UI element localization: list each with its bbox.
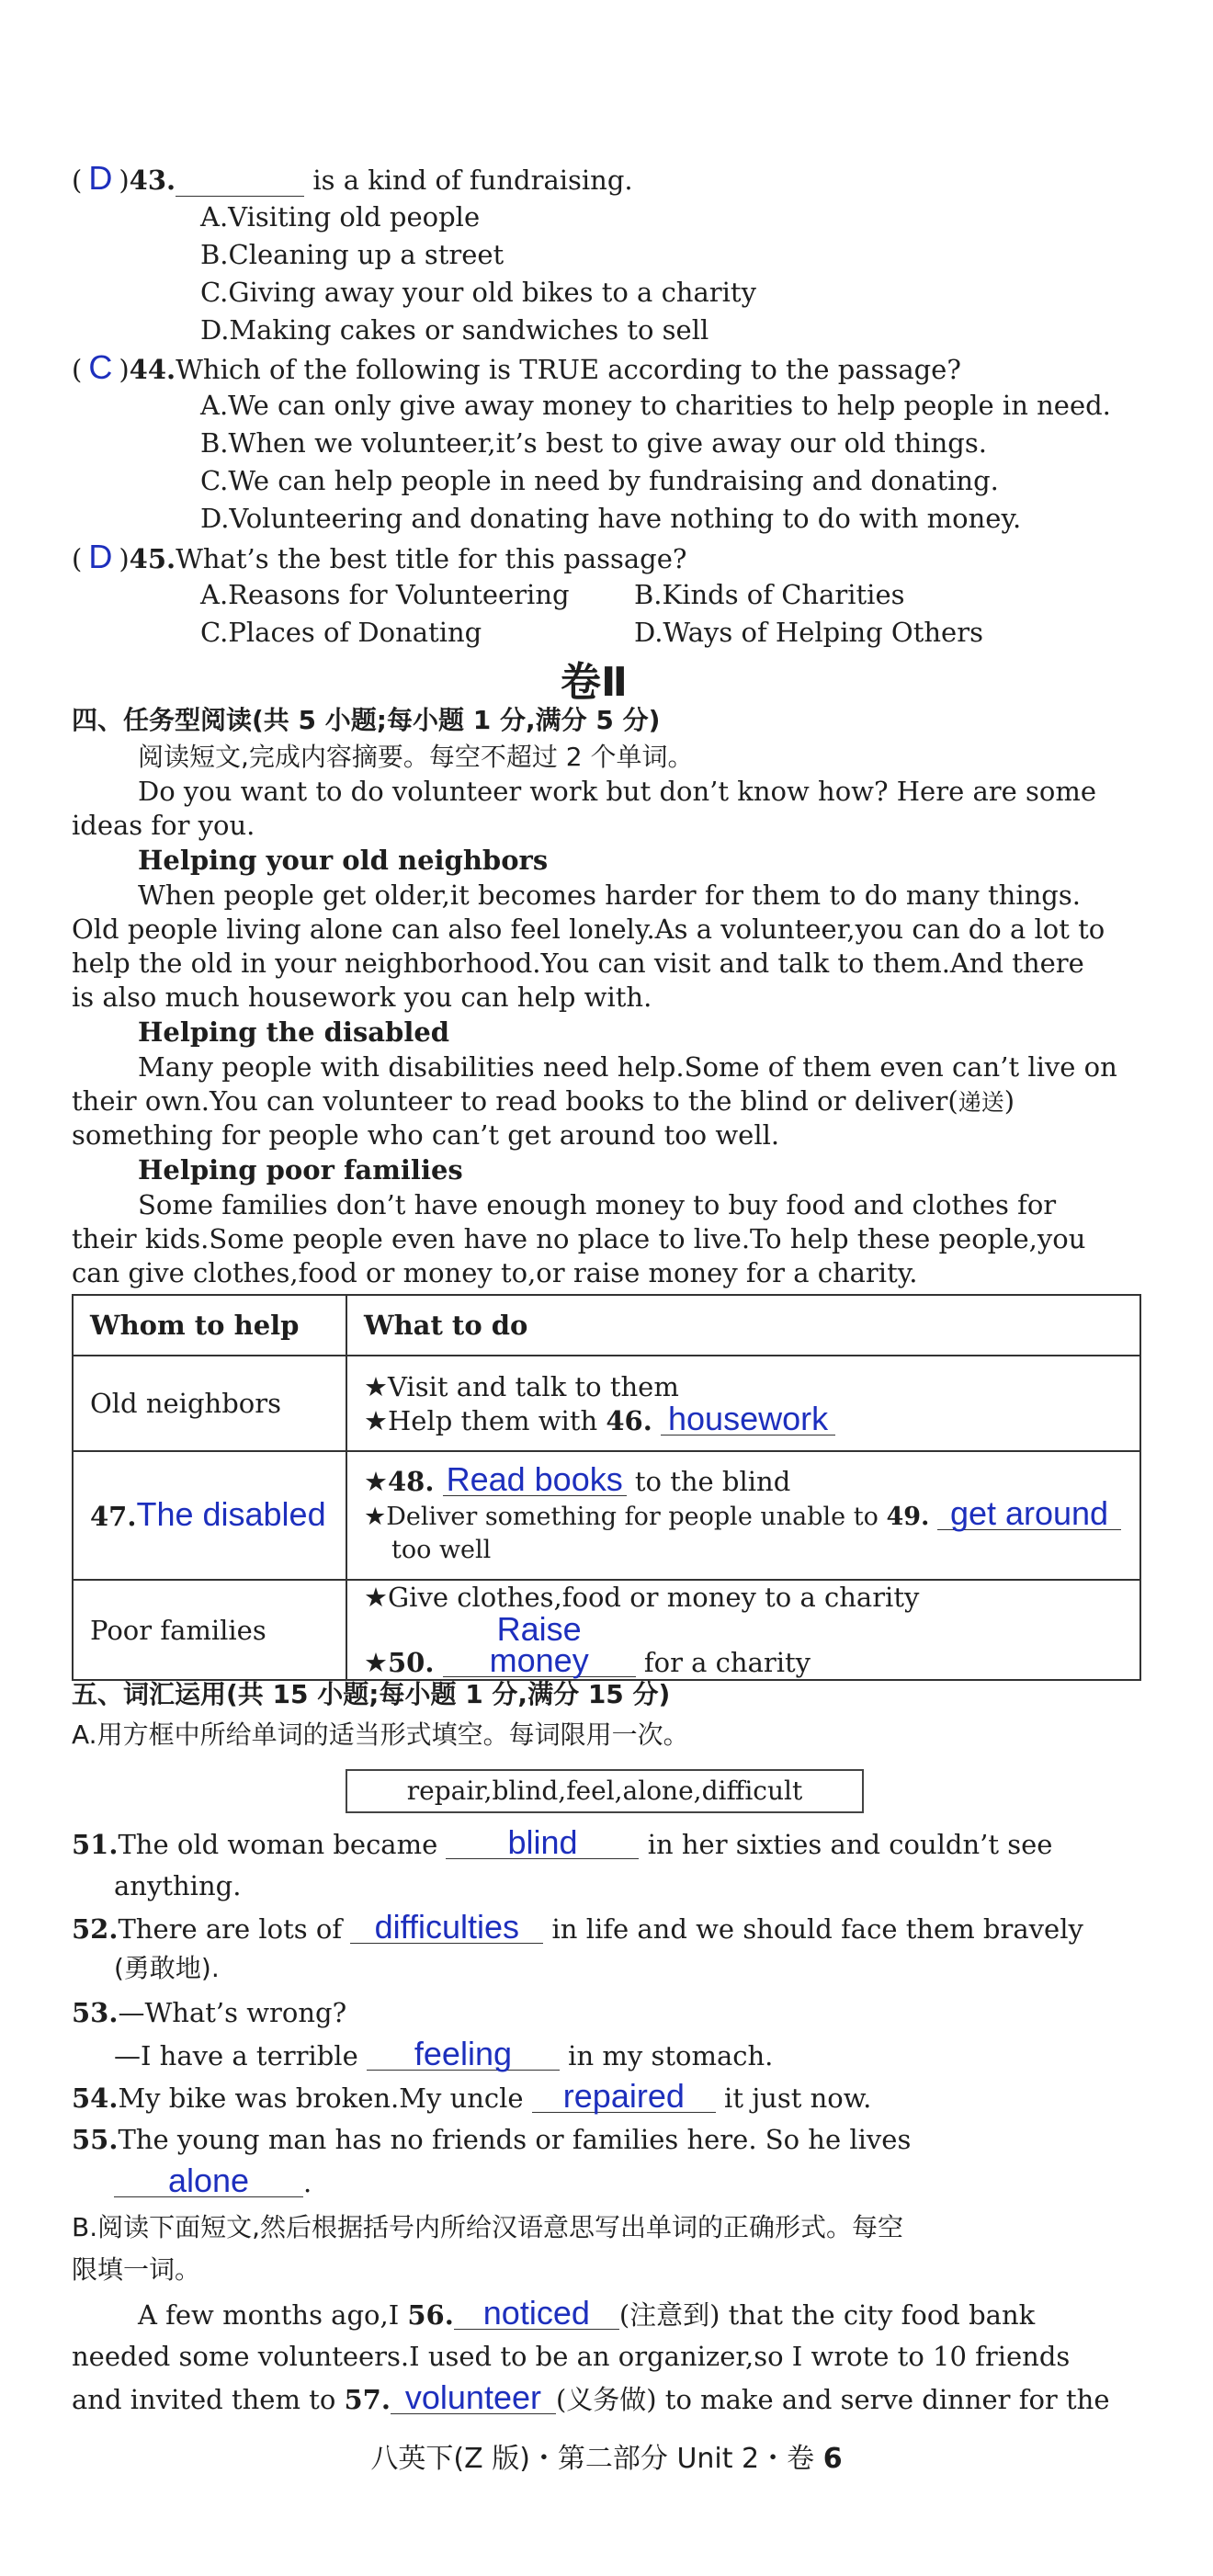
section4-title: 四、任务型阅读(共 5 小题;每小题 1 分,满分 5 分): [72, 705, 661, 735]
row1-right: ★Visit and talk to them ★Help them with 46. housework: [346, 1356, 1140, 1451]
p3-line-1: Some families don’t have enough money to buy food and clothes for: [138, 1189, 1057, 1220]
row2-right: ★48. Read books to the blind ★Deliver something for people unable to 49. get around too well: [346, 1451, 1140, 1580]
subheading-old-neighbors: Helping your old neighbors: [138, 845, 549, 876]
p1-line-3: help the old in your neighborhood.You can visit and talk to them.And there: [72, 948, 1084, 979]
part-b-instruction-1: B.阅读下面短文,然后根据括号内所给汉语意思写出单词的正确形式。每空: [72, 2212, 904, 2242]
option-45a: A.Reasons for Volunteering: [200, 579, 570, 610]
answer-48: Read books: [443, 1464, 627, 1496]
question-44: ( C )44.Which of the following is TRUE according to the passage?: [72, 348, 961, 386]
question-51: 51.The old woman became blind in her sixties and couldn’t see: [72, 1823, 1053, 1861]
p3-line-2: their kids.Some people even have no place to live.To help these people,you: [72, 1223, 1086, 1254]
paren-left: (: [72, 165, 83, 196]
question-number: 45.: [129, 543, 176, 574]
answer-45: D: [88, 538, 113, 575]
p1-line-1: When people get older,it becomes harder for them to do many things.: [138, 879, 1081, 911]
answer-54: repaired: [532, 2081, 716, 2113]
option-43c: C.Giving away your old bikes to a charity: [200, 277, 756, 308]
question-43: ( D )43. is a kind of fundraising.: [72, 159, 633, 197]
section4-instruction: 阅读短文,完成内容摘要。每空不超过 2 个单词。: [138, 742, 694, 772]
subheading-disabled: Helping the disabled: [138, 1016, 450, 1048]
question-45: ( D )45.What’s the best title for this passage?: [72, 538, 687, 575]
page-footer: 八英下(Z 版)・第二部分 Unit 2・卷 6: [370, 2443, 843, 2475]
row1-left: Old neighbors: [73, 1356, 346, 1451]
blank-43: [176, 165, 304, 197]
part-a-instruction: A.用方框中所给单词的适当形式填空。每词限用一次。: [72, 1719, 689, 1750]
answer-47: The disabled: [136, 1495, 326, 1533]
p3-line-3: can give clothes,food or money to,or raise money for a charity.: [72, 1257, 918, 1288]
p1-line-4: is also much housework you can help with.: [72, 982, 652, 1013]
row2-left: 47.The disabled: [73, 1451, 346, 1580]
option-44a: A.We can only give away money to charities to help people in need.: [200, 390, 1111, 421]
question-52-cont: (勇敢地).: [114, 1953, 220, 1983]
question-stem: Which of the following is TRUE according to the passage?: [176, 354, 961, 385]
answer-49: get around: [937, 1498, 1121, 1530]
question-55-cont: alone .: [114, 2165, 312, 2199]
subheading-poor-families: Helping poor families: [138, 1154, 463, 1186]
answer-53: feeling: [367, 2038, 560, 2071]
answer-46: housework: [661, 1403, 835, 1436]
intro-line-2: ideas for you.: [72, 810, 255, 841]
table-row: [73, 1451, 1140, 1580]
option-43a: A.Visiting old people: [200, 201, 481, 233]
intro-line-1: Do you want to do volunteer work but don’t know how? Here are some: [138, 776, 1096, 807]
p2-line-1: Many people with disabilities need help.Some of them even can’t live on: [138, 1051, 1117, 1083]
answer-50: Raise money: [443, 1614, 636, 1677]
section5-title: 五、词汇运用(共 15 小题;每小题 1 分,满分 15 分): [72, 1679, 671, 1709]
table-row: [73, 1580, 1140, 1680]
question-54: 54.My bike was broken.My uncle repaired it just now.: [72, 2077, 872, 2115]
passage-line-1: A few months ago,I 56. noticed (注意到) that the city food bank: [138, 2294, 1036, 2332]
option-45b: B.Kinds of Charities: [634, 579, 905, 610]
option-45c: C.Places of Donating: [200, 617, 482, 648]
question-number: 44.: [129, 354, 176, 385]
word-box: repair,blind,feel,alone,difficult: [346, 1769, 864, 1813]
option-43d: D.Making cakes or sandwiches to sell: [200, 314, 709, 346]
option-43b: B.Cleaning up a street: [200, 239, 504, 270]
answer-44: C: [88, 348, 113, 386]
question-51-cont: anything.: [114, 1870, 242, 1901]
row3-right: ★Give clothes,food or money to a charity ★50. Raise money for a charity: [346, 1580, 1140, 1680]
p1-line-2: Old people living alone can also feel lonely.As a volunteer,you can do a lot to: [72, 914, 1105, 945]
option-44b: B.When we volunteer,it’s best to give away our old things.: [200, 427, 987, 459]
answer-57: volunteer: [391, 2382, 556, 2414]
question-number: 43.: [129, 165, 176, 196]
option-44d: D.Volunteering and donating have nothing to do with money.: [200, 503, 1022, 534]
page-number: 6: [822, 2443, 843, 2475]
question-stem: is a kind of fundraising.: [312, 165, 633, 196]
option-44c: C.We can help people in need by fundraising and donating.: [200, 465, 999, 496]
answer-55: alone: [114, 2165, 303, 2197]
question-53-reply: —I have a terrible feeling in my stomach.: [114, 2035, 774, 2072]
passage-line-2: needed some volunteers.I used to be an organizer,so I wrote to 10 friends: [72, 2341, 1071, 2372]
answer-43: D: [88, 159, 113, 197]
header-what: What to do: [346, 1295, 1140, 1356]
task-table: [72, 1294, 1141, 1681]
p2-line-3: something for people who can’t get around too well.: [72, 1119, 780, 1151]
answer-52: difficulties: [350, 1912, 543, 1944]
option-45d: D.Ways of Helping Others: [634, 617, 983, 648]
table-row: [73, 1356, 1140, 1451]
row3-left: Poor families: [73, 1580, 346, 1680]
part-b-instruction-2: 限填一词。: [72, 2254, 201, 2285]
question-55: 55.The young man has no friends or families here. So he lives: [72, 2124, 912, 2155]
volume-heading: 卷Ⅱ: [561, 659, 628, 706]
question-stem: What’s the best title for this passage?: [176, 543, 687, 574]
header-whom: Whom to help: [73, 1295, 346, 1356]
answer-56: noticed: [454, 2298, 619, 2330]
question-53: 53.—What’s wrong?: [72, 1997, 347, 2028]
table-header-row: [73, 1295, 1140, 1356]
p2-line-2: their own.You can volunteer to read books to the blind or deliver(递送): [72, 1085, 1015, 1117]
answer-51: blind: [446, 1827, 639, 1859]
passage-line-3: and invited them to 57. volunteer (义务做) to make and serve dinner for the: [72, 2378, 1110, 2416]
question-52: 52.There are lots of difficulties in life and we should face them bravely: [72, 1908, 1083, 1946]
